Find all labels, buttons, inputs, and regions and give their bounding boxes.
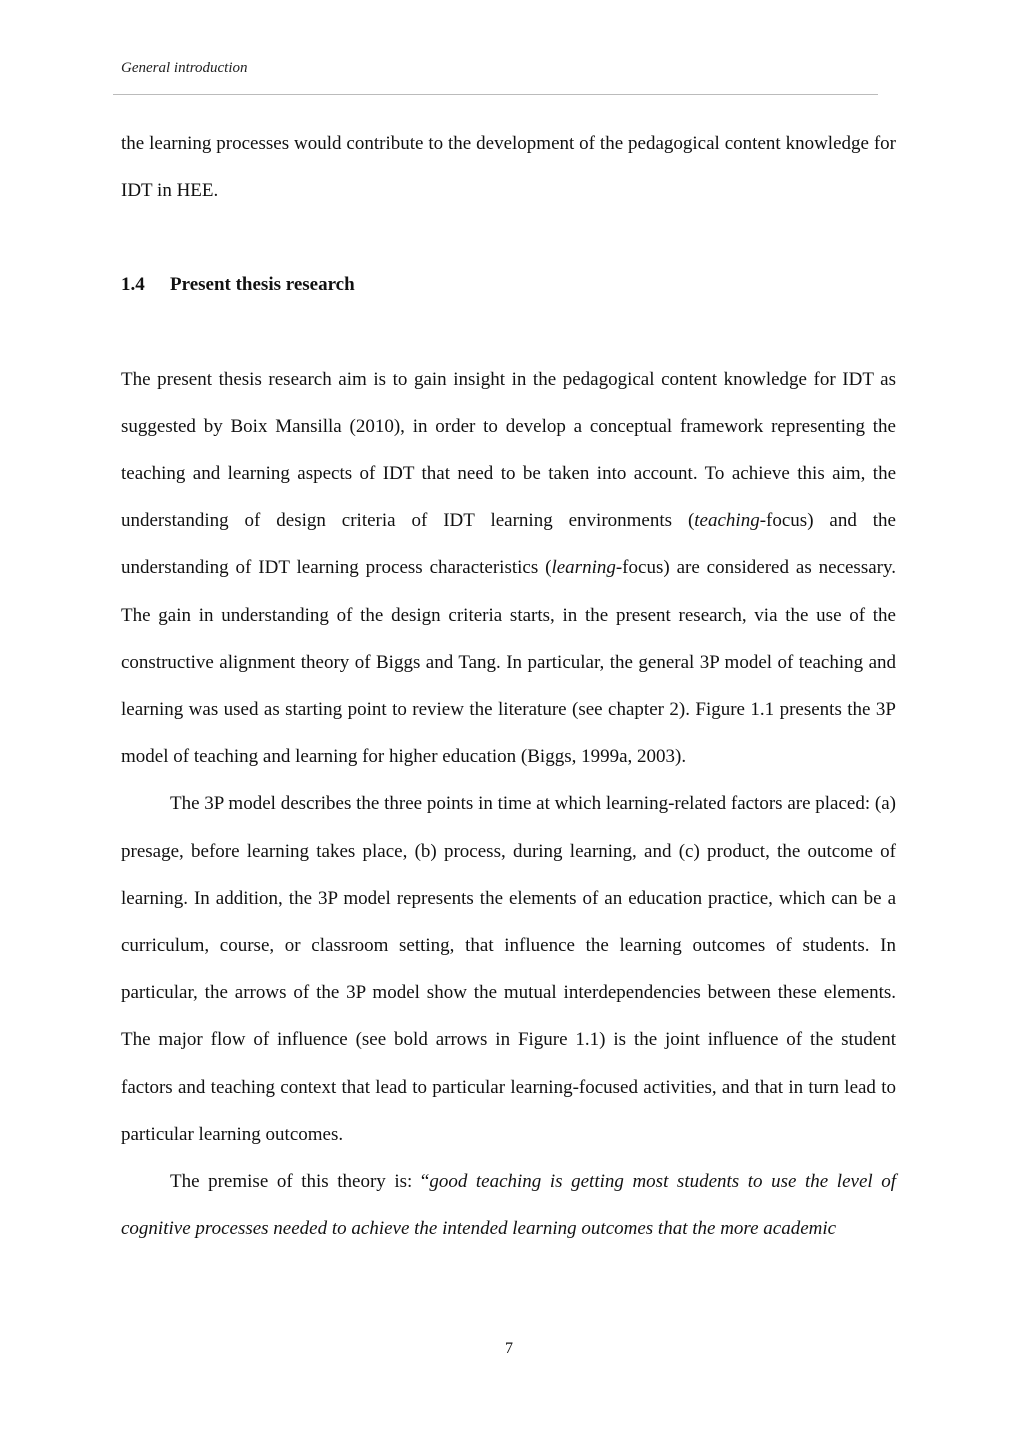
paragraph-text: The present thesis research aim is to gain insight in the pedagogical content knowledge for IDT as suggested by Boix Mansilla (2010), in order to develop a conceptual framework representing the teaching and learning aspects of IDT that need to be taken into account. To achieve this aim, the understanding of design criteria of IDT learning environments ( [121,368,896,532]
paragraph-premise [121,1158,896,1252]
page-number: 7 [505,1340,513,1357]
intro-paragraph: the learning processes would contribute to the development of the pedagogical content knowledge for IDT in HEE. [121,133,896,202]
page-body [121,120,896,1252]
paragraph-text: The premise of this theory is: “ [170,1171,430,1193]
emphasis-teaching: teaching [694,510,760,532]
running-header: General introduction [121,60,248,76]
emphasis-learning: learning [551,557,616,579]
premise-quote: good teaching is getting most students to use the level of cognitive processes needed to achieve the intended learning outcomes that the more academic [121,1171,896,1240]
paragraph-text: -focus) and the understanding of IDT learning process characteristics ( [121,510,896,579]
header-divider [113,94,878,95]
paragraph-thesis-aim [121,356,896,781]
paragraph-3p-model: The 3P model describes the three points in time at which learning-related factors are placed: (a) presage, before learning takes place, (b) process, during learning, and (c) product, the outcome of learning. In addition, the 3P model represents the elements of an education practice, which can be a curriculum, course, or classroom setting, that influence the learning outcomes of students. In particular, the arrows of the 3P model show the mutual interdependencies between these elements. The major flow of influence (see bold arrows in Figure 1.1) is the joint influence of the student factors and teaching context that lead to particular learning-focused activities, and that in turn lead to particular learning outcomes. [121,793,896,1145]
section-title: Present thesis research [170,274,355,296]
section-heading [121,261,896,308]
section-number: 1.4 [121,274,145,296]
paragraph-text: -focus) are considered as necessary. The gain in understanding of the design criteria starts, in the present research, via the use of the constructive alignment theory of Biggs and Tang. In particular, the general 3P model of teaching and learning was used as starting point to review the literature (see chapter 2). Figure 1.1 presents the 3P model of teaching and learning for higher education (Biggs, 1999a, 2003). [121,557,896,768]
